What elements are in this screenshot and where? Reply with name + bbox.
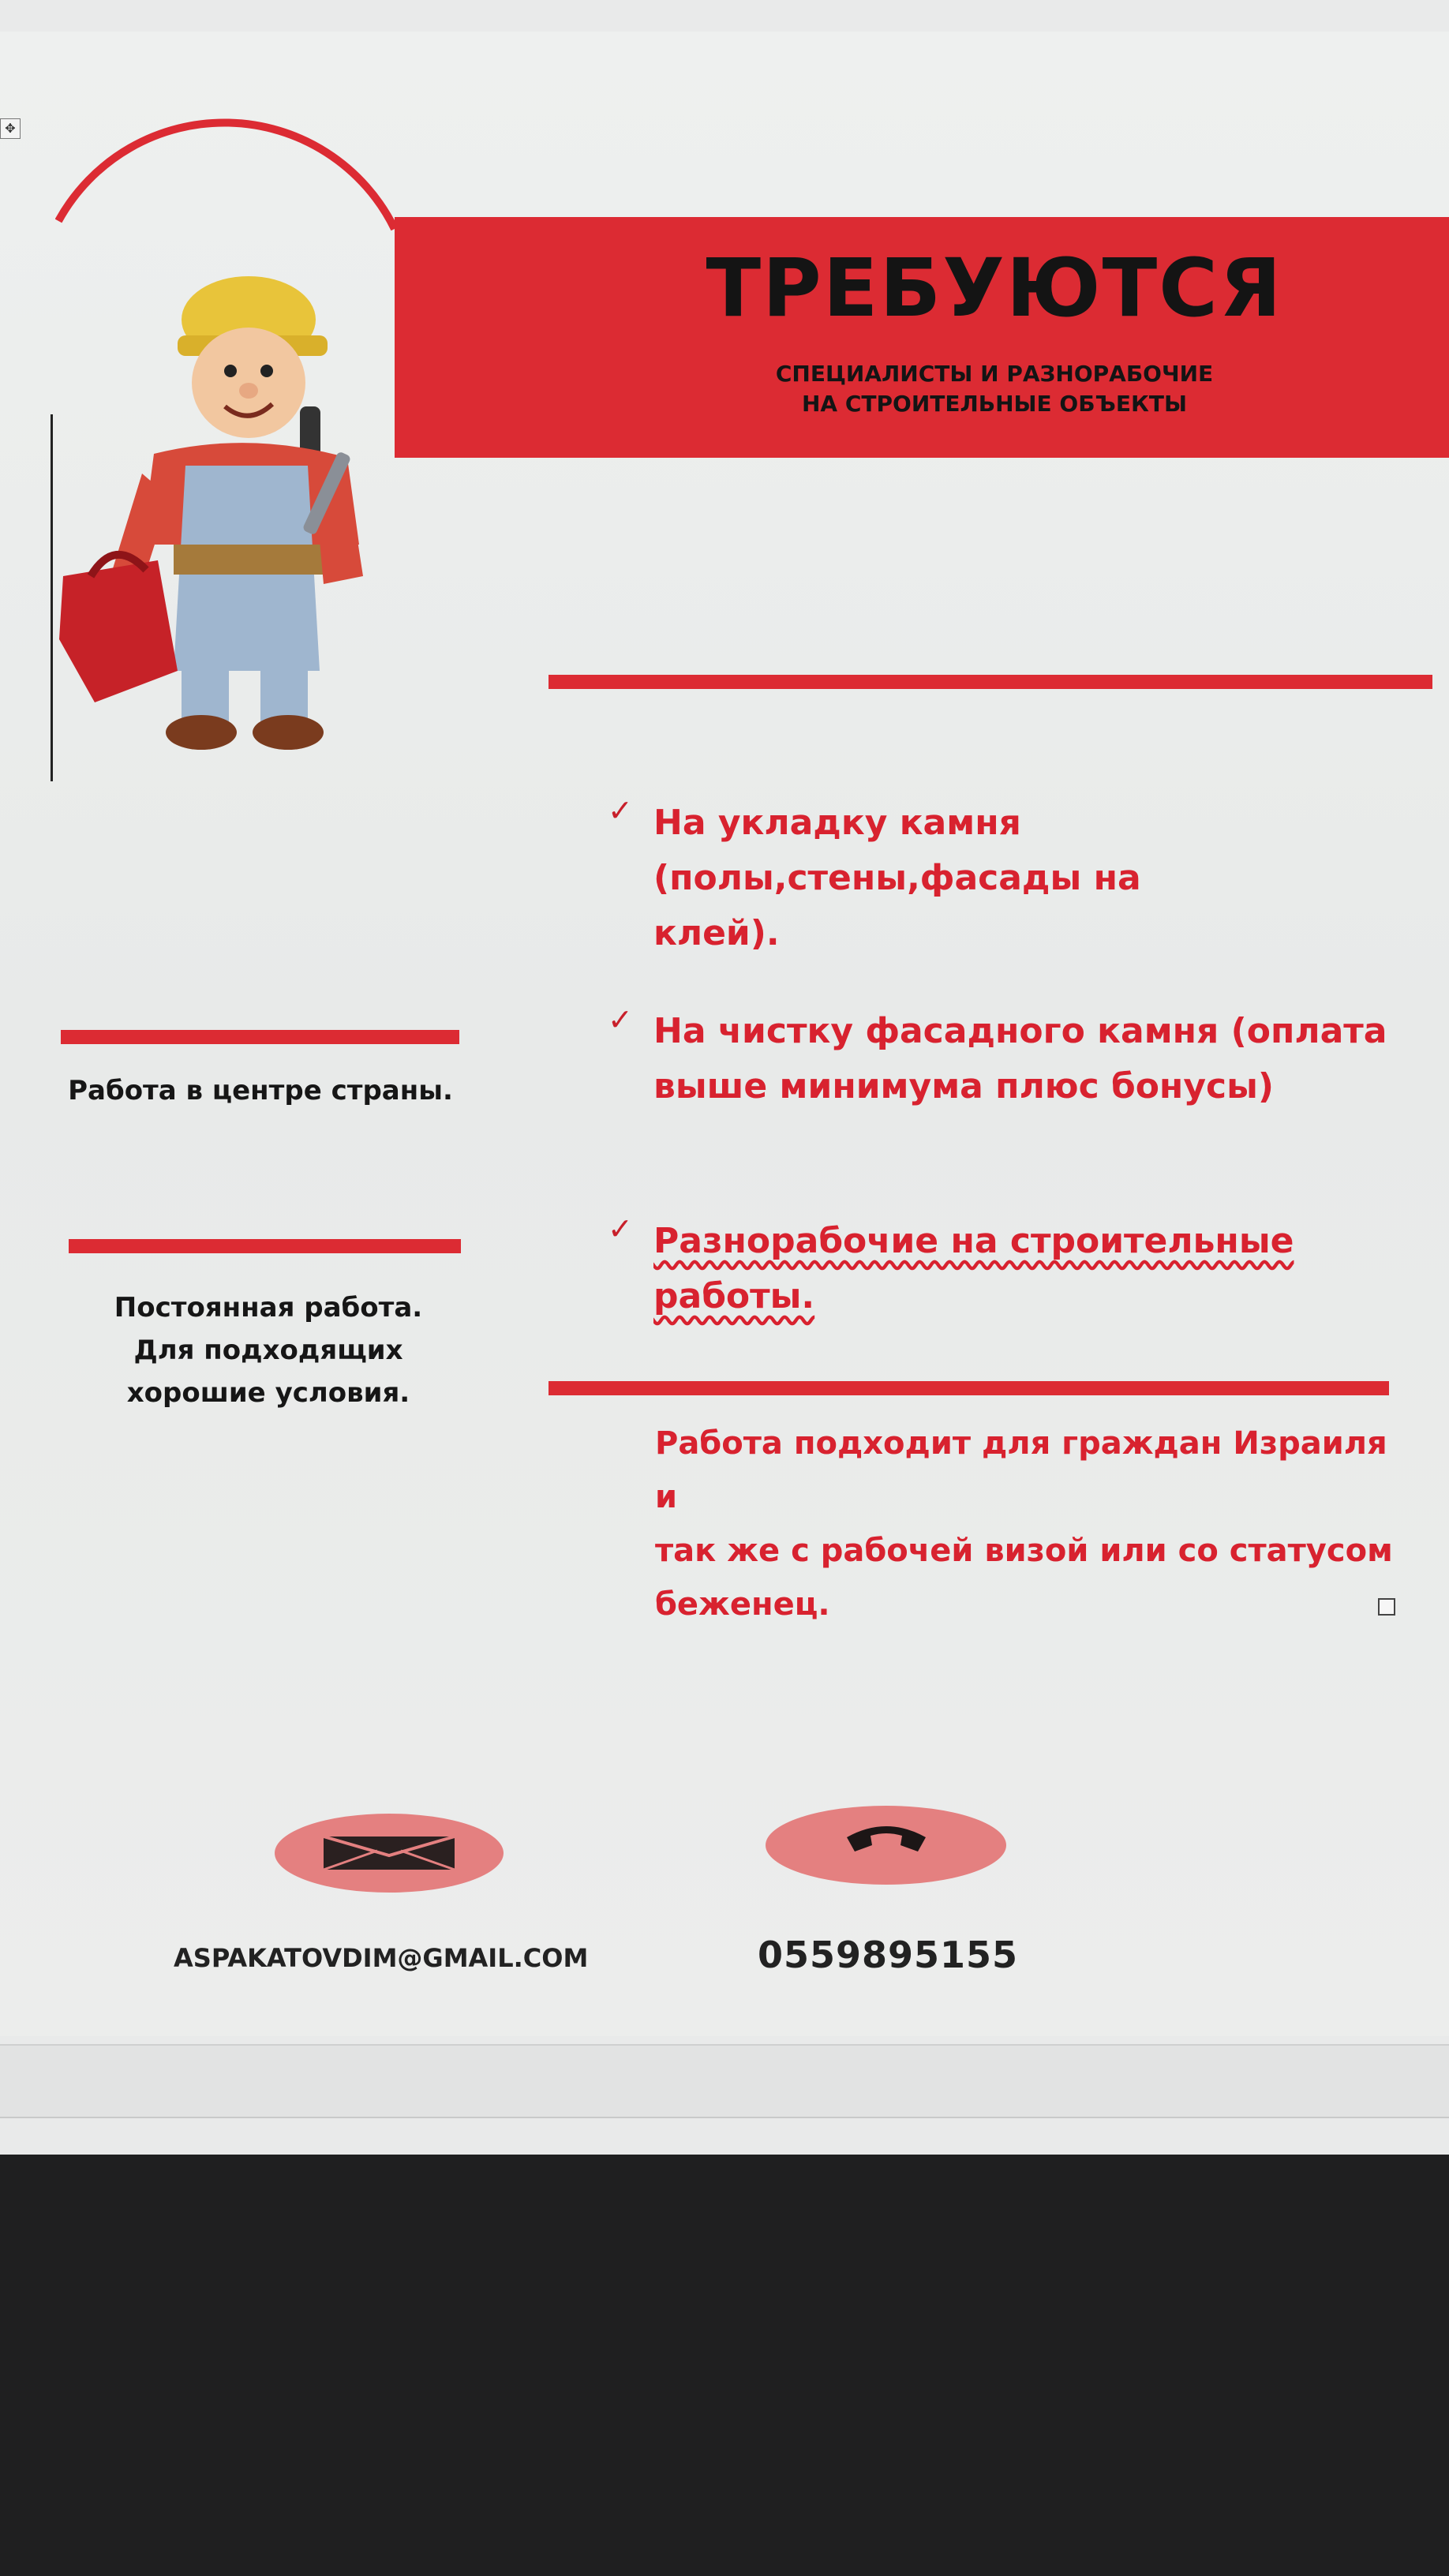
note-line: Работа подходит для граждан Израиля и (655, 1425, 1387, 1515)
checklist-item-line: клей). (653, 913, 780, 953)
conditions-line: Для подходящих (133, 1335, 403, 1366)
email-address[interactable]: ASPAKATOVDIM@GMAIL.COM (174, 1943, 589, 1973)
note-line: беженец. (655, 1586, 830, 1623)
phone-badge (766, 1806, 1006, 1885)
checklist-item (653, 796, 1435, 961)
right-separator-bottom (549, 1381, 1389, 1395)
note-line: так же с рабочей визой или со статусом (655, 1533, 1393, 1569)
table-move-handle-icon[interactable]: ✥ (0, 118, 21, 139)
screen-bezel (0, 2155, 1449, 2576)
left-separator-2 (69, 1239, 461, 1253)
subtitle-line-2: НА СТРОИТЕЛЬНЫЕ ОБЪЕКТЫ (802, 390, 1187, 417)
page-subtitle (695, 359, 1294, 419)
left-separator-1 (61, 1030, 459, 1044)
paragraph-mark-box (1378, 1598, 1395, 1616)
decorative-arc (55, 118, 418, 245)
page-gap-strip (0, 2044, 1449, 2118)
conditions-text (71, 1286, 466, 1414)
phone-icon (839, 1822, 934, 1869)
check-icon: ✓ (608, 1211, 633, 1246)
check-icon: ✓ (608, 1002, 633, 1037)
phone-number[interactable]: 0559895155 (758, 1934, 1019, 1976)
email-badge (275, 1814, 504, 1893)
checklist-item-line: Разнорабочие на строительные работы. (653, 1221, 1294, 1316)
envelope-icon (322, 1835, 456, 1871)
page-title: ТРЕБУЮТСЯ (706, 242, 1283, 335)
builder-mascot-illustration (47, 260, 379, 766)
conditions-line: Постоянная работа. (114, 1292, 423, 1324)
checklist-item (653, 1004, 1435, 1114)
checklist-item (653, 1214, 1435, 1324)
right-separator-top (549, 675, 1432, 689)
subtitle-line-1: СПЕЦИАЛИСТЫ И РАЗНОРАБОЧИЕ (775, 361, 1214, 387)
conditions-line: хорошие условия. (126, 1377, 410, 1409)
check-icon: ✓ (608, 793, 633, 828)
eligibility-note (655, 1417, 1413, 1631)
checklist-item-line: На чистку фасадного камня (оплата (653, 1011, 1387, 1051)
checklist-item-line: На укладку камня (полы,стены,фасады на (653, 803, 1141, 898)
location-text: Работа в центре страны. (68, 1075, 453, 1106)
checklist-item-line: выше минимума плюс бонусы) (653, 1066, 1274, 1106)
